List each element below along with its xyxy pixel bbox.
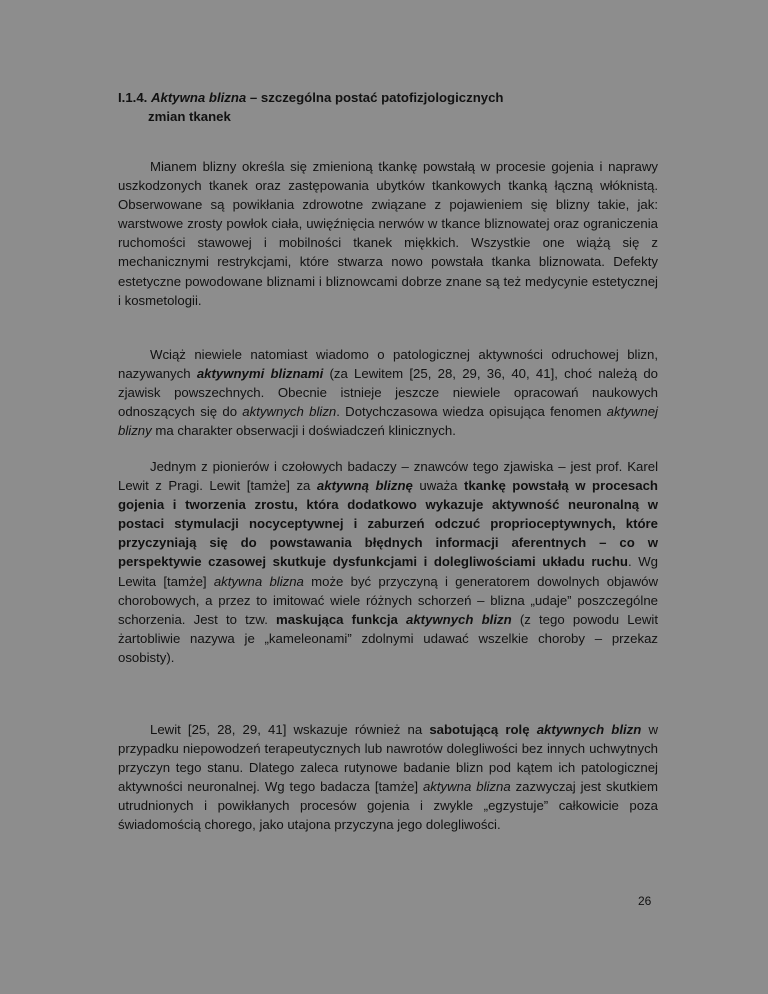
p3-term-aktywna-blizna: aktywną bliznę [316, 478, 413, 494]
p4-text-d: w przypadku niepowodzeń terapeutycznych lub nawrotów dolegliwości bez innych uchwytnych przyczyn tego stanu. Dlatego zaleca rutynowe badanie blizn pod kątem ich patologicznej aktywności neuronalnej. Wg tego badacza [tamże] [118, 722, 658, 795]
p3-text-a: Jednym z pionierów i czołowych badaczy – znawców tego zjawiska – jest prof. Karel Lewit z Pragi. Lewit [tamże] za [118, 459, 658, 494]
p3-text-c: uważa [412, 478, 464, 494]
p2-term-aktywne-blizny: aktywnymi bliznami [196, 366, 324, 382]
p3-term-aktywna-blizna-2: aktywna blizna [213, 573, 304, 589]
p3-term-aktywnych-blizn: aktywnych blizn [406, 611, 512, 627]
p4-text-a: Lewit [25, 28, 29, 41] wskazuje również na [150, 722, 430, 737]
p4-term-aktywna-blizna: aktywna blizna [422, 779, 511, 795]
section-number: I.1.4. [118, 90, 148, 105]
p3-definition: tkankę powstałą w procesach gojenia i tworzenia zrostu, która dodatkowo wykazuje aktywność neuronalną w postaci stymulacji nocyceptywnej i zaburzeń odczuć proprioceptywnych, które przyczyniają się do powstawania błędnych informacji aferentnych – co w perspektywie czasowej skutkuje dysfunkcjami i dolegliwościami układu ruchu [118, 478, 658, 570]
p2-text-g: ma charakter obserwacji i doświadczeń klinicznych. [151, 423, 456, 439]
p3-text-e: . Wg Lewita [tamże] [118, 554, 659, 589]
section-title-italic: Aktywna blizna [151, 90, 247, 105]
p2-term-aktywnych-blizn: aktywnych blizn [242, 404, 337, 420]
p3-text-g: może być przyczyną i generatorem dowolnych objawów chorobowych, a przez to imitować wiele różnych schorzeń – blizna „udaje” poszczególne schorzenia. Jest to tzw. [118, 573, 659, 627]
p4-term-aktywnych-blizn: aktywnych blizn [536, 722, 642, 737]
p3-masking-function: maskująca funkcja [276, 611, 407, 627]
paragraph-1 [118, 157, 658, 310]
p4-sabotaging-role: sabotującą rolę [429, 722, 537, 737]
paragraph-1-text: Mianem blizny określa się zmienioną tkankę powstałą w procesie gojenia i naprawy uszkodzonych tkanek oraz zastępowania ubytków tkankowych tkanką łączną włóknistą. Obserwowane są powikłania zdrowotne związane z pojawieniem się blizny takie, jak: warstwowe zrosty powłok ciała, uwięźnięcia nerwów w tkance bliznowatej oraz ograniczenia ruchomości stawowej i mobilności tkanek miękkich. Wszystkie one wiążą się z mechanicznymi restrykcjami, które stwarza nowo powstała tkanka bliznowata. Defekty estetyczne powodowane bliznami i bliznowcami dobrze znane są też medycynie estetycznej i kosmetologii. [118, 159, 658, 308]
p2-text-e: . Dotychczasowa wiedza opisująca fenomen [336, 404, 607, 420]
paragraph-4 [118, 720, 658, 835]
section-title-line2: zmian tkanek [148, 109, 231, 124]
p2-text-a: Wciąż niewiele natomiast wiadomo o patologicznej aktywności odruchowej blizn, nazywanych [118, 347, 658, 382]
paragraph-3 [118, 457, 658, 667]
p2-text-c: (za Lewitem [25, 28, 29, 36, 40, 41], choć należą do zjawisk powszechnych. Obecnie istnieje jeszcze niewiele opracowań naukowych odnoszących się do [118, 366, 659, 420]
p2-term-aktywnej-blizny: aktywnej blizny [118, 404, 658, 439]
section-title-rest: – szczególna postać patofizjologicznych [246, 90, 504, 105]
p4-text-f: zazwyczaj jest skutkiem utrudnionych i powikłanych procesów gojenia i zwykle „egzystuje” całkowicie poza świadomością chorego, jako utajona przyczyna jego dolegliwości. [118, 779, 659, 833]
paragraph-2 [118, 345, 658, 440]
page-number: 26 [638, 894, 652, 908]
section-heading [118, 88, 658, 126]
p3-text-j: (z tego powodu Lewit żartobliwie nazywa je „kameleonami” zdolnymi udawać wszelkie choroby – przekaz osobisty). [118, 611, 658, 665]
